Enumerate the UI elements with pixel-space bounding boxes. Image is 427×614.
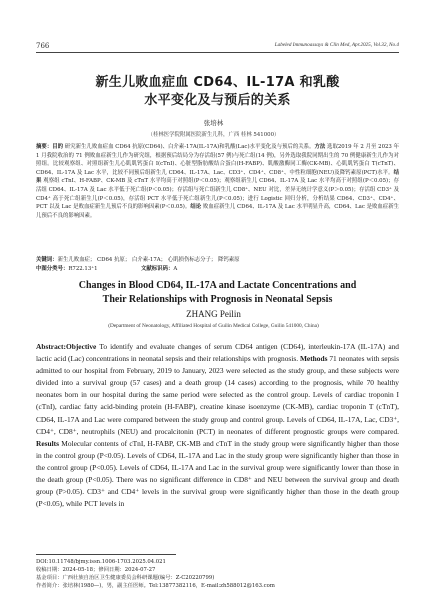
en-methods-label: Methods — [299, 354, 328, 364]
chinese-title-line-2: 水平变化及与预后的关系 — [144, 93, 291, 108]
en-abstract-label: Abstract: — [36, 342, 66, 351]
english-title — [36, 279, 399, 307]
footnote-rule — [36, 554, 176, 555]
result-label: 结果 — [36, 169, 399, 185]
english-title-line-1: Changes in Blood CD64, IL-17A and Lactate Concentrations and — [78, 280, 357, 291]
english-author: ZHANG Peilin — [186, 309, 241, 319]
objective-label: 目的 — [52, 144, 64, 150]
clc-value: R722.13⁺1 — [68, 266, 98, 272]
objective-text: 研究新生儿败血症血 CD64 抗原(CD64)、白介素-17A(IL-17A)和乳酸(Lac)水平变化及与预后的关系。 — [64, 144, 315, 150]
doi: DOI:10.11748/bjmy.issn.1006-1703.2025.04.021 — [36, 559, 166, 565]
english-abstract — [36, 341, 399, 510]
page-number: 766 — [36, 42, 50, 50]
keywords-text: 新生儿败血症； CD64 抗原； 白介素-17A； 心肌损伤标志分子； 降钙素原 — [57, 257, 240, 263]
chinese-abstract — [36, 143, 399, 220]
doc-code-value: A — [173, 266, 178, 272]
chinese-affiliation: （桂林医学院附属医院新生儿科，广西 桂林 541000） — [147, 132, 280, 138]
english-affiliation: (Department of Neonatology, Affiliated Hospital of Guilin Medical College, Guilin 541000, China) — [108, 323, 319, 329]
abstract-label: 摘要： — [36, 144, 53, 150]
chinese-title — [36, 74, 399, 110]
en-objective-text: To identify and evaluate changes of serum CD64 antigen (CD64), interleukin-17A (IL-17A) and lactic acid (Lac) concentrations in neonatal sepsis and their relationships with prognosis. — [36, 342, 399, 364]
en-methods-text: 71 neonates with sepsis admitted to our hospital from February, 2019 to January, 2023 were selected as the study group, and these subjects were divided into a survival group (57 cases) and a death group (14 cases) according to the prognosis, while 70 healthy neonates born in our hospital during the same period were selected as the control group. Levels of cardiac troponin I (cTnI), cardiac fatty acid-binding protein (H-FABP), creatine kinase isoenzyme (CK-MB), cardiac troponin T (cTnT), CD64, IL-17A and Lac were compared between the study group and control group. Levels of CD64, IL-17A, Lac, CD3⁺, CD4⁺, CD8⁺, neutrophils (NEU) and procalcitonin (PCT) in neonates of different prognostic groups were compared. — [36, 354, 399, 436]
header-rule — [36, 52, 399, 53]
keywords-label: 关键词： — [36, 257, 58, 263]
chinese-author: 张培林 — [203, 119, 224, 127]
fund-info: 基金项目：广西壮族自治区卫生健康委员会科研课题(编号：Z-C20220799) — [36, 575, 215, 581]
method-text: 选取2019 年 2 月至 2023 年 1 月我院收治的 71 例败血症新生儿作为研究组，根据预后结局分为存活组(57 例)与死亡组(14 例)，另外选取我院同期出生的 70 例健康新生儿作为对照组。比较观察组、对照组新生儿心肌肌钙蛋白 I(cTnI)、心脏型脂肪酸结合蛋白(H-FABP)、肌酸激酶同工酶(CK-MB)、心肌肌钙蛋白 T(cTnT)、CD64、IL-17A 及 Lac 水平，比较不同预后组新生儿 CD64、IL-17A、Lac、CD3⁺、CD4⁺、CD8⁺、中性粒细胞(NEU)及降钙素原(PCT)水平。 — [36, 144, 399, 176]
en-objective-label: Objective — [65, 342, 97, 351]
en-results-label: Results — [36, 438, 59, 448]
received-date: 收稿日期：2024-05-18；修回日期：2024-07-27 — [36, 567, 156, 573]
classification-line — [36, 265, 399, 274]
clc-label: 中图分类号： — [36, 266, 69, 272]
journal-header: Labeled Immunoassays & Clin Med, Apr.2025, Vol.32, No.4 — [274, 42, 399, 48]
english-title-line-2: Their Relationships with Prognosis in Neonatal Sepsis — [102, 294, 333, 305]
doc-code-label: 文献标识码： — [141, 266, 174, 272]
en-results-text: Molecular contents of cTnI, H-FABP, CK-MB and cTnT in the study group were significantly higher than those in the control group (P<0.05). Levels of CD64, IL-17A and Lac in the study group were significantly higher than those in the control group (P<0.05). Levels of CD64, IL-17A and Lac in the survival group were significantly lower than those in the death group (P<0.05). There was no significant difference in CD8⁺ and NEU between the survival group and death group (P>0.05). CD3⁺ and CD4⁺ levels in the survival group were significantly higher than those in the death group (P<0.05), while PCT levels in — [36, 438, 399, 509]
method-label: 方法 — [314, 144, 326, 150]
conclusion-label: 结论 — [190, 204, 202, 211]
keywords-line — [36, 256, 399, 265]
chinese-title-line-1: 新生儿败血症血 CD64、IL-17A 和乳酸 — [95, 75, 340, 90]
conclusion-text: 败血症新生儿 CD64、IL-17A 及 Lac 水平明显升高，CD64、Lac 是败血症新生儿预后不良的影响因素。 — [36, 204, 399, 219]
result-text: 观察组 cTnI、H-FABP、CK-MB 及 cTnT 水平均高于对照组(P＜0.05)；观察组新生儿 CD64、IL-17A 及 Lac 水平均高于对照组(P＜0.05)；存活组 CD64、IL-17A 及 Lac 水平低于死亡组(P＜0.05)；存活组与死亡组新生儿 CD8⁺、NEU 对比，差异无统计学意义(P＞0.05)；存活组 CD3⁺ 及 CD4⁺ 高于死亡组新生儿(P＜0.05)，存活组 PCT 水平低于死亡组新生儿(P＜0.05)；进行 Logistic 回归分析，分析结果 CD64、CD3⁺、CD4⁺、PCT 以及 Lac 是败血症新生儿预后不良的影响因素(P＜0.05)。 — [36, 178, 399, 211]
author-info: 作者简介：张培林(1980—)，男，副主任医师。Tel:13877382116，E-mail:zh588012@163.com — [36, 583, 275, 589]
